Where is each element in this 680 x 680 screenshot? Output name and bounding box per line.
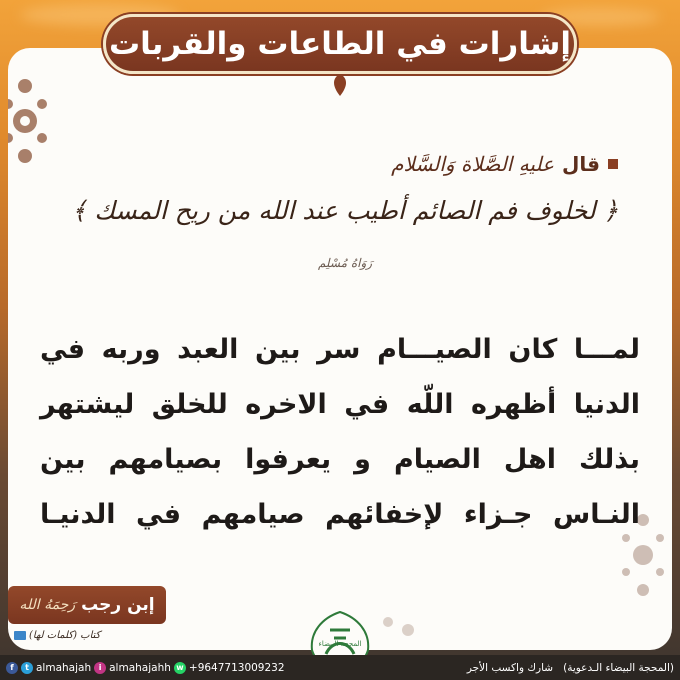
hadith-intro-rest: عليهِ الصَّلاة وَالسَّلام bbox=[391, 152, 555, 176]
hadith-intro-prefix: قال bbox=[562, 152, 600, 176]
page-title: إشارات في الطاعات والقربات bbox=[108, 26, 572, 62]
bullet-square-icon bbox=[608, 159, 618, 169]
book-reference bbox=[14, 627, 100, 643]
footer-slogan: شارك واكسب الأجر bbox=[466, 661, 554, 674]
book-title: كتاب (كلمات لها) bbox=[29, 629, 101, 641]
author-honorific: رَحِمَهُ الله bbox=[19, 597, 76, 613]
hadith-source: رَوَاهُ مُسْلِم bbox=[317, 256, 373, 270]
telegram-icon[interactable]: t bbox=[21, 662, 33, 674]
book-icon bbox=[14, 631, 26, 640]
whatsapp-icon[interactable]: w bbox=[174, 662, 186, 674]
floral-ornament-left bbox=[8, 66, 60, 176]
footer-handle-2[interactable]: almahajahh bbox=[109, 661, 171, 674]
footer-org-name: (المحجة البيضاء الـدعوية) bbox=[563, 661, 674, 674]
banner-drop-ornament bbox=[330, 74, 350, 96]
instagram-icon[interactable]: i bbox=[94, 662, 106, 674]
main-text: لمـــا كان الصيـــام سر بين العبد وربه في الدنيا أظهره اللّه في الاخره للخلق ليشتهر بذلك اهل الصيام و يعرفوا بصيامهم بين النـاس جـزاء لإخفائهم صيامهم في الدنيـا bbox=[40, 334, 640, 530]
footer-bar bbox=[0, 655, 680, 680]
footer-contacts bbox=[6, 662, 285, 674]
author-badge bbox=[8, 586, 166, 624]
footer-org bbox=[467, 662, 674, 674]
hadith-text: ﴿ لخلوف فم الصائم أطيب عند الله من ريح المسك ﴾ bbox=[71, 196, 619, 225]
facebook-icon[interactable]: f bbox=[6, 662, 18, 674]
hadith-intro bbox=[391, 152, 618, 176]
footer-handle-1[interactable]: almahajah bbox=[36, 661, 92, 674]
title-banner bbox=[103, 14, 577, 74]
logo-text: المحجة البيضاء bbox=[318, 640, 362, 648]
footer-phone[interactable]: +9647713009232 bbox=[188, 661, 285, 674]
author-name: إبن رجب bbox=[81, 595, 155, 615]
